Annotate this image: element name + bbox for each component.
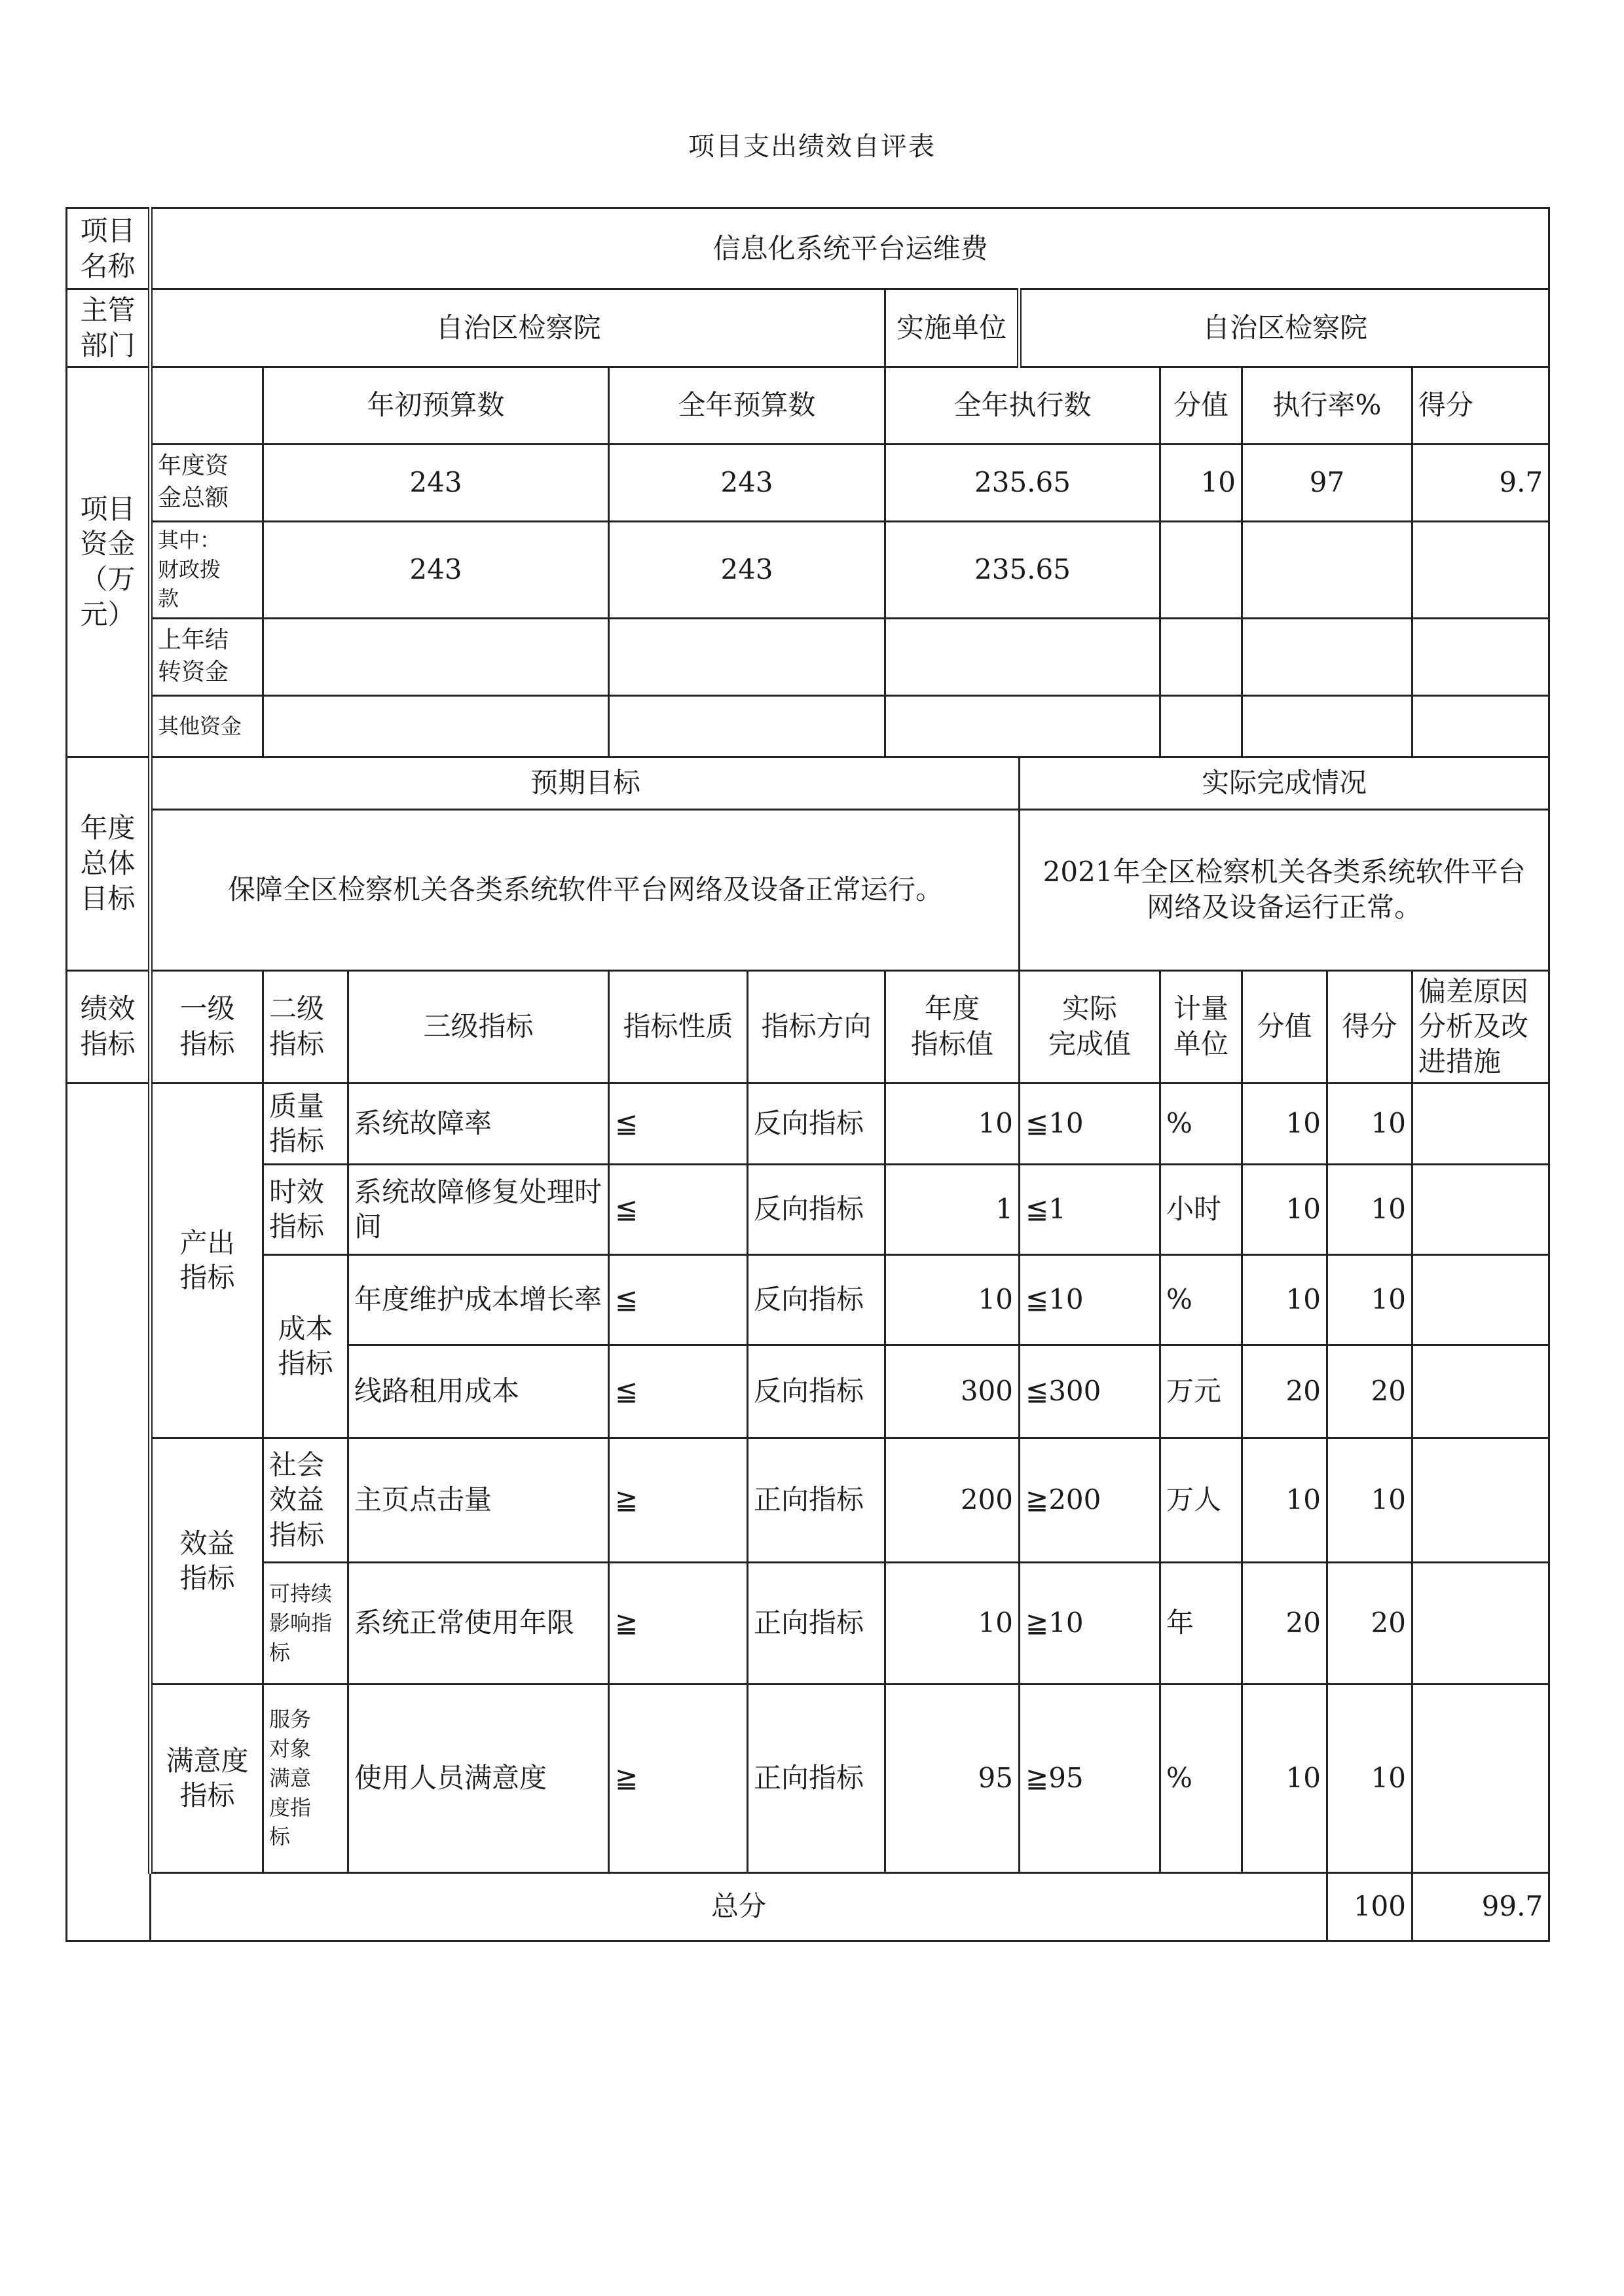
document-title: 项目支出绩效自评表 <box>688 132 936 162</box>
indicator-weight: 10 <box>1242 1438 1327 1562</box>
indicator-nature: ≦ <box>609 1083 748 1164</box>
total-row <box>67 1872 1549 1941</box>
level2-cost <box>263 1254 348 1438</box>
indicator-score: 10 <box>1327 1254 1412 1345</box>
level2-timeliness <box>263 1164 348 1254</box>
indicators-header-row <box>67 970 1549 1083</box>
indicator-actual: ≧200 <box>1020 1438 1160 1562</box>
funds-row-other <box>67 695 1549 757</box>
level2-social <box>263 1438 348 1562</box>
funds-header-blank <box>151 367 263 444</box>
funds-row-label-text: 其他资金 <box>158 713 242 738</box>
header-level1 <box>151 970 263 1083</box>
indicator-direction: 反向指标 <box>748 1164 885 1254</box>
header-level2 <box>263 970 348 1083</box>
level1-output <box>151 1083 263 1438</box>
goals-content-row <box>67 809 1549 970</box>
funds-score-value <box>1412 618 1549 695</box>
indicator-name: 使用人员满意度 <box>348 1684 609 1872</box>
indicator-row <box>67 1164 1549 1254</box>
indicator-unit: % <box>1160 1684 1242 1872</box>
level1-satisfaction-text: 满意度 指标 <box>166 1744 249 1812</box>
indicator-unit: 年 <box>1160 1562 1242 1684</box>
indicator-name: 系统正常使用年限 <box>348 1562 609 1684</box>
indicator-deviation <box>1412 1083 1549 1164</box>
indicator-nature: ≦ <box>609 1164 748 1254</box>
indicator-actual: ≧10 <box>1020 1562 1160 1684</box>
indicator-target: 10 <box>885 1254 1020 1345</box>
indicator-score: 10 <box>1327 1083 1412 1164</box>
indicator-score: 10 <box>1327 1684 1412 1872</box>
level2-service <box>263 1684 348 1872</box>
project-name-value: 信息化系统平台运维费 <box>151 208 1549 289</box>
indicator-actual: ≦300 <box>1020 1345 1160 1438</box>
indicator-unit: % <box>1160 1254 1242 1345</box>
indicator-nature: ≧ <box>609 1562 748 1684</box>
funds-row-label <box>151 444 263 521</box>
funds-header-executed: 全年执行数 <box>885 367 1160 444</box>
project-name-label-text: 项目 名称 <box>80 214 136 282</box>
level1-benefit <box>151 1438 263 1684</box>
indicator-name: 年度维护成本增长率 <box>348 1254 609 1345</box>
header-actual <box>1020 970 1160 1083</box>
indicator-target: 1 <box>885 1164 1020 1254</box>
funds-initial-value: 243 <box>263 521 609 618</box>
indicator-deviation <box>1412 1164 1549 1254</box>
funds-row-total <box>67 444 1549 521</box>
indicator-unit: 小时 <box>1160 1164 1242 1254</box>
department-value: 自治区检察院 <box>151 289 885 367</box>
goals-label-text: 年度 总体 目标 <box>80 812 136 915</box>
funds-rate-value <box>1242 521 1412 618</box>
indicator-target: 10 <box>885 1562 1020 1684</box>
indicator-target: 300 <box>885 1345 1020 1438</box>
funds-initial-value: 243 <box>263 444 609 521</box>
funds-row-label-text: 其中： 财政拨 款 <box>158 527 221 611</box>
indicator-weight: 10 <box>1242 1254 1327 1345</box>
indicator-deviation <box>1412 1562 1549 1684</box>
header-level2-text: 二级 指标 <box>269 993 325 1061</box>
indicators-label-text: 绩效 指标 <box>80 993 136 1061</box>
performance-evaluation-table <box>65 207 1550 1942</box>
level1-benefit-text: 效益 指标 <box>179 1527 235 1595</box>
header-deviation <box>1412 970 1549 1083</box>
indicator-name: 系统故障率 <box>348 1083 609 1164</box>
indicator-deviation <box>1412 1438 1549 1562</box>
indicator-weight: 10 <box>1242 1164 1327 1254</box>
goals-label <box>67 757 151 970</box>
level2-service-text: 服务 对象 满意 度指 标 <box>269 1707 312 1850</box>
indicator-row <box>67 1562 1549 1684</box>
funds-label <box>67 367 151 757</box>
department-label <box>67 289 151 367</box>
funds-executed-value: 235.65 <box>885 521 1160 618</box>
header-score: 得分 <box>1327 970 1412 1083</box>
indicator-weight: 20 <box>1242 1345 1327 1438</box>
funds-score-value <box>1412 521 1549 618</box>
funds-annual-value: 243 <box>609 521 885 618</box>
total-weight: 100 <box>1327 1872 1412 1941</box>
indicator-unit: % <box>1160 1083 1242 1164</box>
funds-header-annual: 全年预算数 <box>609 367 885 444</box>
header-level1-text: 一级 指标 <box>179 993 235 1061</box>
indicator-weight: 20 <box>1242 1562 1327 1684</box>
indicator-direction: 正向指标 <box>748 1684 885 1872</box>
indicator-unit: 万人 <box>1160 1438 1242 1562</box>
implementing-unit-label: 实施单位 <box>885 289 1020 367</box>
funds-annual-value <box>609 695 885 757</box>
level1-output-text: 产出 指标 <box>179 1226 235 1294</box>
level2-social-text: 社会 效益 指标 <box>269 1448 325 1552</box>
funds-score-value: 9.7 <box>1412 444 1549 521</box>
actual-completion-text: 2021年全区检察机关各类系统软件平台网络及设备运行正常。 <box>1020 809 1549 970</box>
indicator-actual: ≦10 <box>1020 1254 1160 1345</box>
indicator-name: 线路租用成本 <box>348 1345 609 1438</box>
funds-header-initial: 年初预算数 <box>263 367 609 444</box>
funds-annual-value <box>609 618 885 695</box>
header-actual-text: 实际 完成值 <box>1048 993 1131 1061</box>
indicators-blank-cell <box>67 1083 151 1941</box>
indicator-weight: 10 <box>1242 1684 1327 1872</box>
indicator-score: 20 <box>1327 1345 1412 1438</box>
indicator-direction: 正向指标 <box>748 1438 885 1562</box>
funds-header-rate: 执行率% <box>1242 367 1412 444</box>
header-level3: 三级指标 <box>348 970 609 1083</box>
indicator-score: 10 <box>1327 1438 1412 1562</box>
indicator-actual: ≦10 <box>1020 1083 1160 1164</box>
expected-goal-text: 保障全区检察机关各类系统软件平台网络及设备正常运行。 <box>151 809 1020 970</box>
funds-weight-value: 10 <box>1160 444 1242 521</box>
indicator-nature: ≧ <box>609 1684 748 1872</box>
funds-row-label <box>151 695 263 757</box>
funds-initial-value <box>263 618 609 695</box>
indicator-score: 10 <box>1327 1164 1412 1254</box>
indicator-nature: ≦ <box>609 1254 748 1345</box>
level2-sustainable <box>263 1562 348 1684</box>
department-label-text: 主管 部门 <box>80 294 136 361</box>
indicator-row <box>67 1438 1549 1562</box>
header-unit <box>1160 970 1242 1083</box>
indicator-unit: 万元 <box>1160 1345 1242 1438</box>
funds-label-text: 项目 资金 （万 元） <box>80 492 136 630</box>
actual-completion-header: 实际完成情况 <box>1020 757 1549 809</box>
indicator-deviation <box>1412 1254 1549 1345</box>
indicator-deviation <box>1412 1345 1549 1438</box>
funds-executed-value: 235.65 <box>885 444 1160 521</box>
indicator-target: 10 <box>885 1083 1020 1164</box>
header-deviation-text: 偏差原因 分析及改 进措施 <box>1418 975 1529 1078</box>
funds-weight-value <box>1160 521 1242 618</box>
indicator-direction: 反向指标 <box>748 1254 885 1345</box>
funds-header-score: 得分 <box>1412 367 1549 444</box>
indicator-deviation <box>1412 1684 1549 1872</box>
indicator-direction: 反向指标 <box>748 1083 885 1164</box>
total-label: 总分 <box>151 1872 1327 1941</box>
level2-quality-text: 质量 指标 <box>269 1089 325 1157</box>
department-row <box>67 289 1549 367</box>
goals-header-row <box>67 757 1549 809</box>
funds-row-label <box>151 618 263 695</box>
indicator-name: 系统故障修复处理时间 <box>348 1164 609 1254</box>
funds-executed-value <box>885 618 1160 695</box>
level2-timeliness-text: 时效 指标 <box>269 1175 325 1243</box>
indicator-row <box>67 1254 1549 1345</box>
indicator-row <box>67 1684 1549 1872</box>
funds-rate-value: 97 <box>1242 444 1412 521</box>
funds-header-row <box>67 367 1549 444</box>
indicators-label <box>67 970 151 1083</box>
project-name-label <box>67 208 151 289</box>
funds-row-label-text: 上年结 转资金 <box>158 627 229 685</box>
funds-initial-value <box>263 695 609 757</box>
level2-quality <box>263 1083 348 1164</box>
indicator-actual: ≧95 <box>1020 1684 1160 1872</box>
header-unit-text: 计量 单位 <box>1173 993 1228 1061</box>
indicator-nature: ≧ <box>609 1438 748 1562</box>
indicator-actual: ≦1 <box>1020 1164 1160 1254</box>
funds-row-label <box>151 521 263 618</box>
funds-rate-value <box>1242 695 1412 757</box>
funds-row-label-text: 年度资 金总额 <box>158 452 229 511</box>
indicator-name: 主页点击量 <box>348 1438 609 1562</box>
indicator-target: 200 <box>885 1438 1020 1562</box>
indicator-score: 20 <box>1327 1562 1412 1684</box>
indicator-row <box>67 1083 1549 1164</box>
header-target <box>885 970 1020 1083</box>
level1-satisfaction <box>151 1684 263 1872</box>
header-target-text: 年度 指标值 <box>910 993 993 1061</box>
indicator-direction: 反向指标 <box>748 1345 885 1438</box>
funds-row-fiscal <box>67 521 1549 618</box>
indicator-target: 95 <box>885 1684 1020 1872</box>
funds-weight-value <box>1160 618 1242 695</box>
indicator-nature: ≦ <box>609 1345 748 1438</box>
header-nature: 指标性质 <box>609 970 748 1083</box>
header-weight: 分值 <box>1242 970 1327 1083</box>
project-name-row <box>67 208 1549 289</box>
total-score: 99.7 <box>1412 1872 1549 1941</box>
funds-header-weight: 分值 <box>1160 367 1242 444</box>
implementing-unit-value: 自治区检察院 <box>1020 289 1549 367</box>
indicator-weight: 10 <box>1242 1083 1327 1164</box>
funds-score-value <box>1412 695 1549 757</box>
level2-sustainable-text: 可持续 影响指 标 <box>269 1581 333 1665</box>
funds-executed-value <box>885 695 1160 757</box>
funds-annual-value: 243 <box>609 444 885 521</box>
expected-goal-header: 预期目标 <box>151 757 1020 809</box>
funds-rate-value <box>1242 618 1412 695</box>
funds-row-carryover <box>67 618 1549 695</box>
indicator-direction: 正向指标 <box>748 1562 885 1684</box>
funds-weight-value <box>1160 695 1242 757</box>
header-direction: 指标方向 <box>748 970 885 1083</box>
level2-cost-text: 成本 指标 <box>278 1312 333 1380</box>
